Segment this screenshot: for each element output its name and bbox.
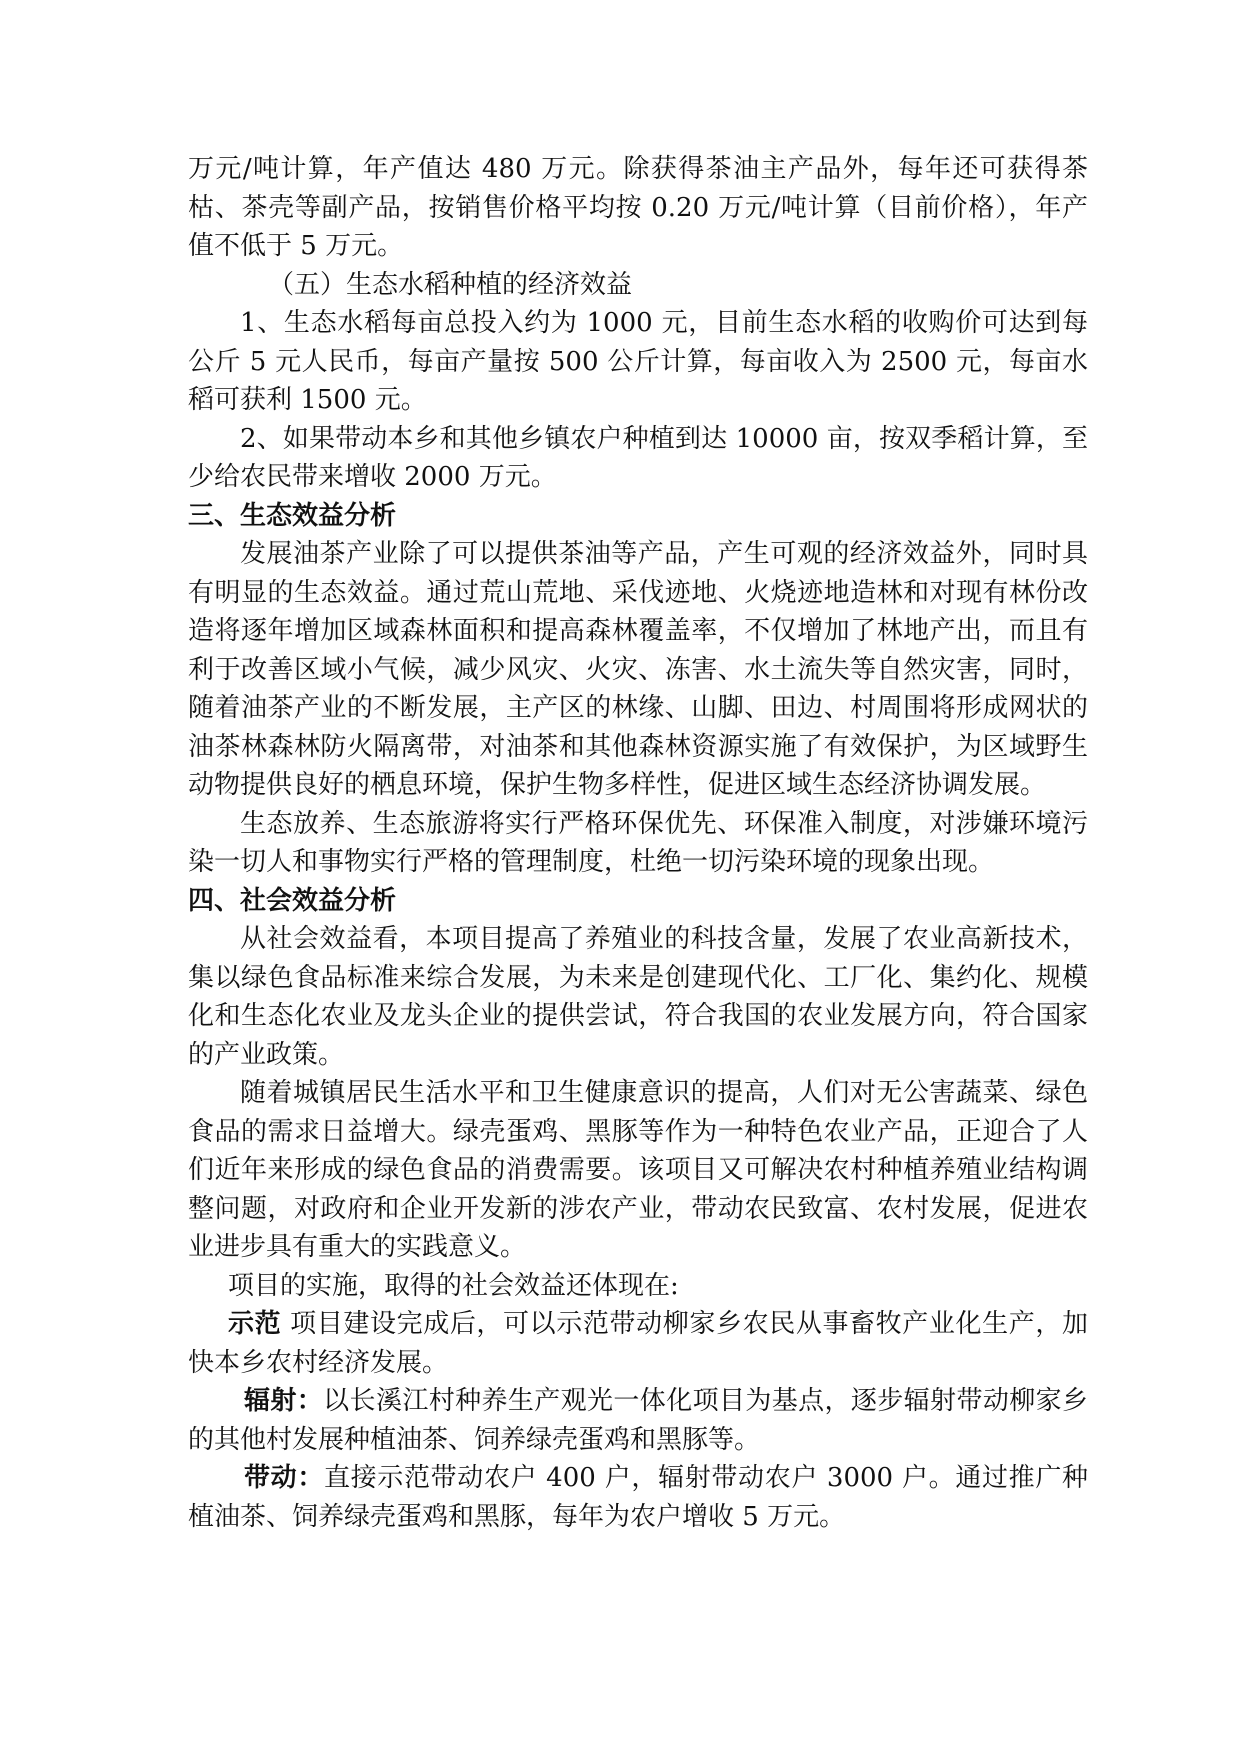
paragraph-market-demand: 随着城镇居民生活水平和卫生健康意识的提高，人们对无公害蔬菜、绿色食品的需求日益增大。绿壳蛋鸡、黑豚等作为一种特色农业产品，正迎合了人们近年来形成的绿色食品的消费需要。该项目又可解决农村种植养殖业结构调整问题，对政府和企业开发新的涉农产业，带动农民致富、农村发展，促进农业进步具有重大的实践意义。	[188, 1078, 1088, 1262]
label-demonstration: 示范	[228, 1309, 282, 1339]
heading-ecological-analysis: 三、生态效益分析	[188, 500, 397, 531]
paragraph-ecological-policy: 生态放养、生态旅游将实行严格环保优先、环保准入制度，对涉嫌环境污染一切人和事物实行严格的管理制度，杜绝一切污染环境的现象出现。	[188, 808, 1088, 877]
paragraph-social-benefit: 从社会效益看，本项目提高了养殖业的科技含量，发展了农业高新技术，集以绿色食品标准来综合发展，为未来是创建现代化、工厂化、集约化、规模化和生态化农业及龙头企业的提供尝试，符合我国的农业发展方向，符合国家的产业政策。	[188, 924, 1088, 1070]
text-driving: 直接示范带动农户 400 户，辐射带动农户 3000 户。通过推广种植油茶、饲养绿壳蛋鸡和黑豚，每年为农户增收 5 万元。	[188, 1463, 1088, 1532]
document-body	[188, 150, 1088, 1536]
paragraph-rice-investment: 1、生态水稻每亩总投入约为 1000 元，目前生态水稻的收购价可达到每公斤 5 元人民币，每亩产量按 500 公斤计算，每亩收入为 2500 元，每亩水稻可获利 1500 元。	[188, 308, 1088, 415]
paragraph-implementation: 项目的实施，取得的社会效益还体现在:	[228, 1270, 679, 1301]
label-radiation: 辐射：	[244, 1386, 324, 1416]
paragraph-demonstration	[188, 1305, 1088, 1382]
paragraph-driving	[188, 1459, 1088, 1536]
paragraph-rice-income: 2、如果带动本乡和其他乡镇农户种植到达 10000 亩，按双季稻计算，至少给农民带来增收 2000 万元。	[188, 423, 1088, 492]
text-demonstration: 项目建设完成后，可以示范带动柳家乡农民从事畜牧产业化生产，加快本乡农村经济发展。	[188, 1309, 1088, 1378]
paragraph-ecological-benefit: 发展油茶产业除了可以提供茶油等产品，产生可观的经济效益外，同时具有明显的生态效益。通过荒山荒地、采伐迹地、火烧迹地造林和对现有林份改造将逐年增加区域森林面积和提高森林覆盖率，不仅增加了林地产出，而且有利于改善区域小气候，减少风灾、火灾、冻害、水土流失等自然灾害，同时，随着油茶产业的不断发展，主产区的林缘、山脚、田边、村周围将形成网状的油茶林森林防火隔离带，对油茶和其他森林资源实施了有效保护，为区域野生动物提供良好的栖息环境，保护生物多样性，促进区域生态经济协调发展。	[188, 539, 1088, 800]
paragraph-economic-oil: 万元/吨计算，年产值达 480 万元。除获得茶油主产品外，每年还可获得茶枯、茶壳等副产品，按销售价格平均按 0.20 万元/吨计算（目前价格），年产值不低于 5 万元。	[188, 154, 1088, 261]
paragraph-radiation	[188, 1382, 1088, 1459]
heading-social-analysis: 四、社会效益分析	[188, 885, 397, 916]
text-radiation: 以长溪江村种养生产观光一体化项目为基点，逐步辐射带动柳家乡的其他村发展种植油茶、饲养绿壳蛋鸡和黑豚等。	[188, 1386, 1088, 1455]
subheading-rice-benefit: （五）生态水稻种植的经济效益	[268, 269, 633, 300]
label-driving: 带动：	[244, 1463, 324, 1493]
